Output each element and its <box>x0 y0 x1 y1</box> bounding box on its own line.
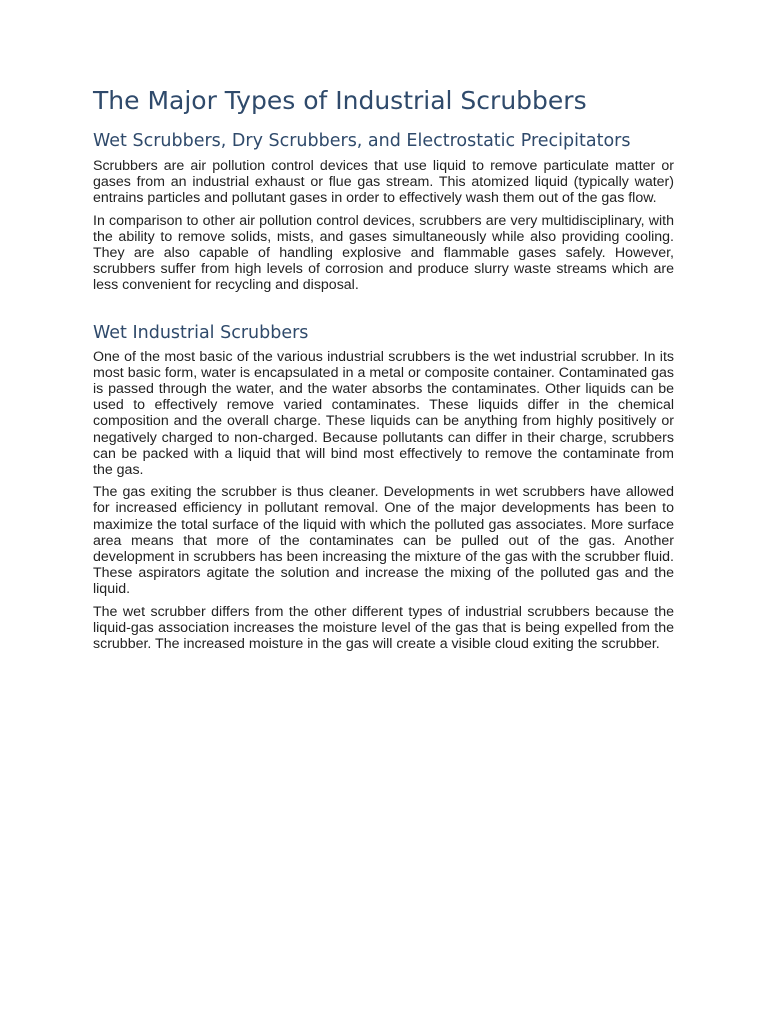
section-paragraph: The gas exiting the scrubber is thus cleaner. Developments in wet scrubbers have allowed for increased efficiency in pollutant removal. One of the major developments has been to maximize the total surface of the liquid with which the polluted gas associates. More surface area means that more of the contaminates can be pulled out of the gas. Another development in scrubbers has been increasing the mixture of the gas with the scrubber fluid. These aspirators agitate the solution and increase the mixing of the polluted gas and the liquid. <box>93 484 674 598</box>
document-subtitle: Wet Scrubbers, Dry Scrubbers, and Electrostatic Precipitators <box>93 131 631 151</box>
section-paragraph: The wet scrubber differs from the other different types of industrial scrubbers because the liquid-gas association increases the moisture level of the gas that is being expelled from the scrubber. The increased moisture in the gas will create a visible cloud exiting the scrubber. <box>93 603 674 653</box>
intro-paragraph: Scrubbers are air pollution control devices that use liquid to remove particulate matter or gases from an industrial exhaust or flue gas stream. This atomized liquid (typically water) entrains particles and pollutant gases in order to effectively wash them out of the gas flow. <box>93 158 674 207</box>
section-heading: Wet Industrial Scrubbers <box>93 322 309 343</box>
document-title: The Major Types of Industrial Scrubbers <box>93 86 587 115</box>
document-page <box>93 84 674 658</box>
section-paragraph: One of the most basic of the various industrial scrubbers is the wet industrial scrubber. In its most basic form, water is encapsulated in a metal or composite container. Contaminated gas is passed through the water, and the water absorbs the contaminates. Other liquids can be used to effectively remove varied contaminates. These liquids differ in the chemical composition and the overall charge. These liquids can be anything from highly positively or negatively charged to non-charged. Because pollutants can differ in their charge, scrubbers can be packed with a liquid that will bind most effectively to remove the contaminate from the gas. <box>93 348 674 479</box>
intro-paragraph: In comparison to other air pollution control devices, scrubbers are very multidisciplinary, with the ability to remove solids, mists, and gases simultaneously while also providing cooling. They are also capable of handling explosive and flammable gases safely. However, scrubbers suffer from high levels of corrosion and produce slurry waste streams which are less convenient for recycling and disposal. <box>93 212 674 294</box>
